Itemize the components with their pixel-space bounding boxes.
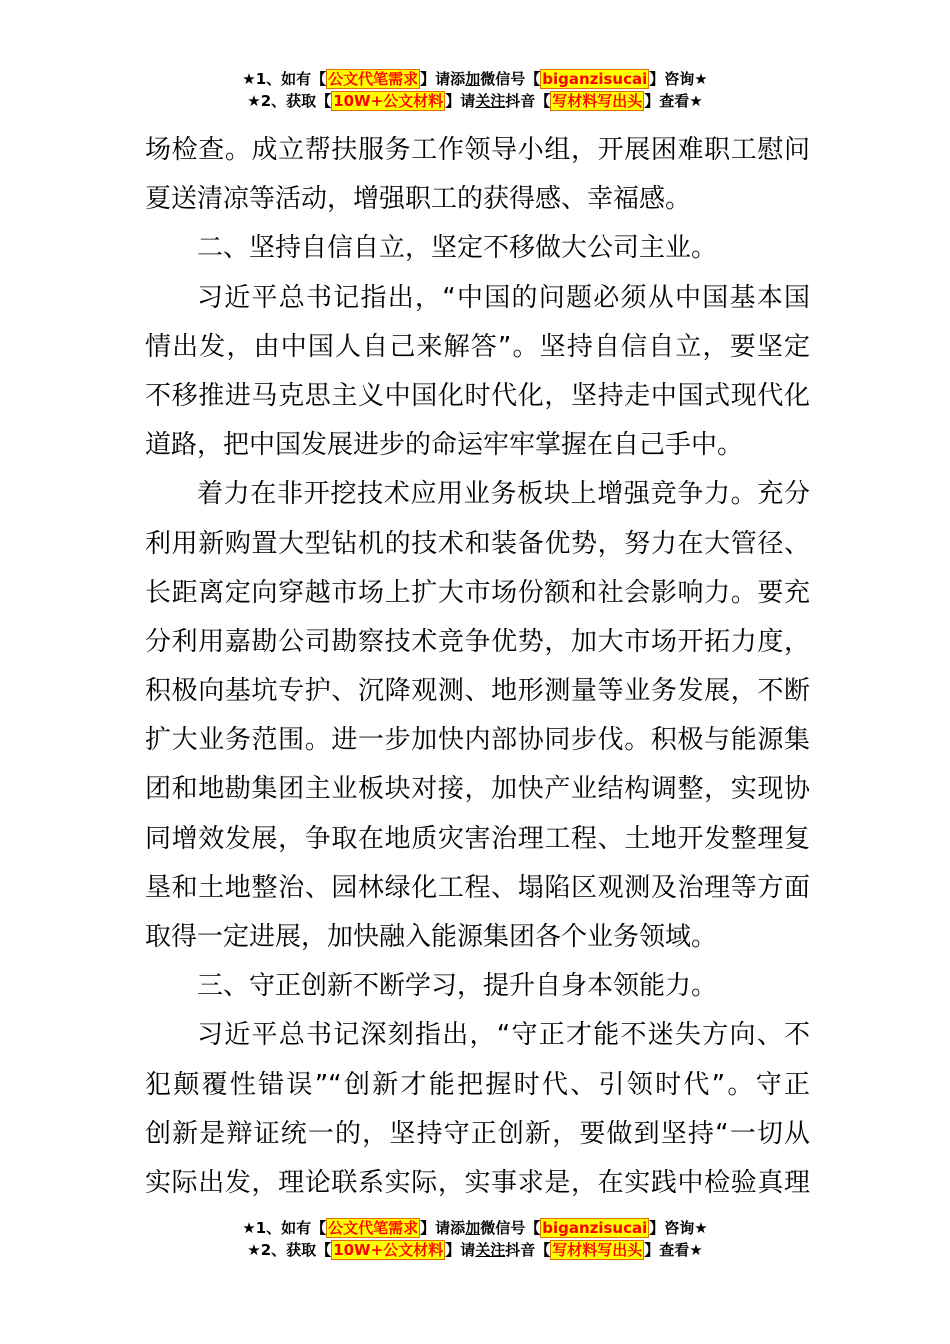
footer-banner — [0, 1217, 950, 1261]
text-line: 着力在非开挖技术应用业务板块上增强竞争力。充分 — [197, 479, 810, 510]
text-line: 情出发，由中国人自己来解答”。坚持自信自立，要坚定 — [145, 331, 810, 362]
highlight-service: 公文代笔需求 — [328, 70, 419, 88]
text-line: 利用新购置大型钻机的技术和装备优势，努力在大管径、 — [145, 528, 810, 559]
highlight-materials: 10W+公文材料 — [333, 1241, 444, 1259]
highlight-wechat-id: biganzisucai — [542, 70, 648, 88]
text-line: 场检查。成立帮扶服务工作领导小组，开展困难职工慰问 — [145, 135, 810, 165]
document-body — [145, 126, 810, 1208]
text-line: 团和地勘集团主业板块对接，加快产业结构调整，实现协 — [145, 774, 810, 805]
highlight-materials: 10W+公文材料 — [333, 92, 444, 110]
section-heading-2: 二、坚持自信自立，坚定不移做大公司主业。 — [197, 233, 718, 264]
banner-line-2: ★2、获取【 10W+公文材料 】请关注抖音【 写材料写出头 】查看★ — [247, 1241, 703, 1259]
text-line: 习近平总书记深刻指出，“守正才能不迷失方向、不 — [197, 1020, 810, 1051]
banner-line-1: ★1、如有【 公文代笔需求 】请添加微信号【 biganzisucai 】咨询★ — [242, 1219, 708, 1237]
text-line: 同增效发展，争取在地质灾害治理工程、土地开发整理复 — [145, 823, 810, 854]
text-line: 取得一定进展，加快融入能源集团各个业务领域。 — [145, 922, 718, 952]
header-banner — [0, 68, 950, 112]
text-line: 不移推进马克思主义中国化时代化，坚持走中国式现代化 — [145, 380, 810, 411]
text-line: 创新是辩证统一的，坚持守正创新，要做到坚持“一切从 — [145, 1118, 810, 1149]
highlight-wechat-id: biganzisucai — [542, 1219, 648, 1237]
text-line: 长距离定向穿越市场上扩大市场份额和社会影响力。要充 — [145, 577, 810, 608]
text-line: 扩大业务范围。进一步加快内部协同步伐。积极与能源集 — [145, 725, 810, 756]
banner-line-2: ★2、获取【 10W+公文材料 】请关注抖音【 写材料写出头 】查看★ — [247, 92, 703, 110]
section-heading-3: 三、守正创新不断学习，提升自身本领能力。 — [197, 971, 718, 1002]
text-line: 夏送清凉等活动，增强职工的获得感、幸福感。 — [145, 184, 692, 215]
banner-line-1: ★1、如有【 公文代笔需求 】请添加微信号【 biganzisucai 】咨询★ — [242, 70, 708, 88]
text-line: 分利用嘉勘公司勘察技术竞争优势，加大市场开拓力度， — [145, 626, 810, 657]
text-line: 积极向基坑专护、沉降观测、地形测量等业务发展，不断 — [145, 676, 810, 707]
highlight-service: 公文代笔需求 — [328, 1219, 419, 1237]
text-line: 道路，把中国发展进步的命运牢牢掌握在自己手中。 — [145, 430, 744, 461]
text-line: 习近平总书记指出，“中国的问题必须从中国基本国 — [197, 282, 810, 313]
highlight-douyin: 写材料写出头 — [552, 1241, 643, 1259]
text-line: 垦和土地整治、园林绿化工程、塌陷区观测及治理等方面 — [145, 872, 810, 903]
text-line: 实际出发，理论联系实际，实事求是，在实践中检验真理 — [145, 1167, 810, 1198]
highlight-douyin: 写材料写出头 — [552, 92, 643, 110]
text-line: 犯颠覆性错误”“创新才能把握时代、引领时代”。守正 — [145, 1069, 810, 1100]
